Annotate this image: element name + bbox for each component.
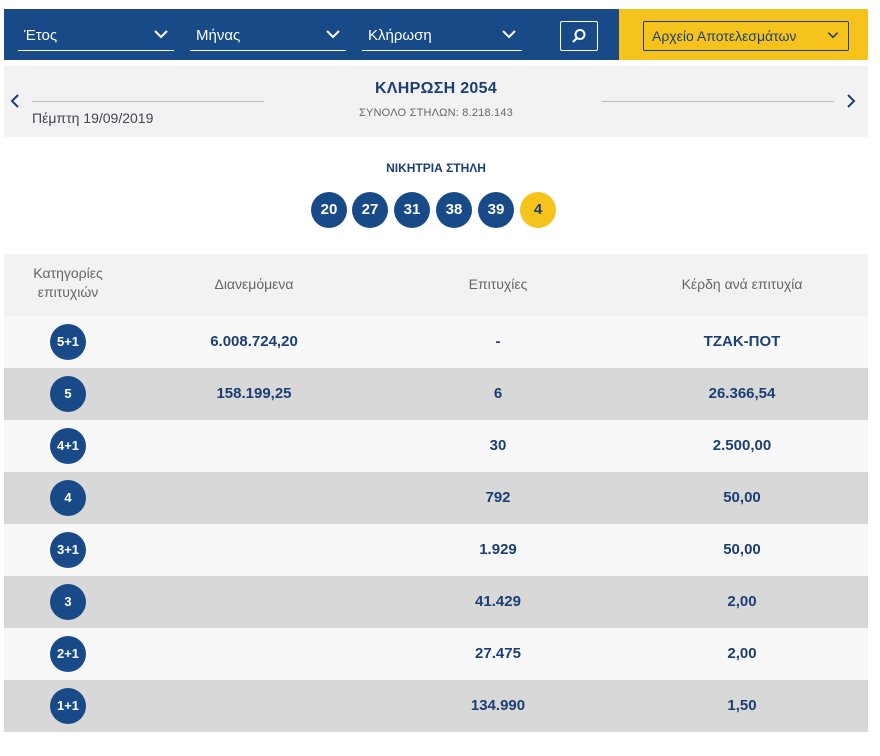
table-row: [4, 472, 868, 524]
table-row: [4, 524, 868, 576]
category-badge: 3: [50, 584, 86, 620]
header-category-line1: Κατηγορίες: [33, 265, 103, 281]
category-badge: 3+1: [50, 532, 86, 568]
category-badge: 4: [50, 480, 86, 516]
draw-total-columns: ΣΥΝΟΛΟ ΣΤΗΛΩΝ: 8.218.143: [359, 107, 513, 119]
archive-dropdown[interactable]: [643, 21, 849, 51]
wins-cell: 41.429: [475, 593, 521, 610]
wins-cell: 30: [489, 437, 507, 454]
wins-cell: 1.929: [479, 541, 517, 558]
prize-cell: 26.366,54: [708, 385, 776, 402]
prize-cell: 2,00: [727, 645, 757, 662]
search-icon: [571, 28, 587, 44]
header-category: [8, 264, 128, 302]
winning-column-label: ΝΙΚΗΤΡΙΑ ΣΤΗΛΗ: [386, 161, 486, 175]
prize-cell: 2.500,00: [712, 437, 772, 454]
draw-dropdown-label: Κλήρωση: [368, 27, 432, 44]
category-badge: 4+1: [50, 428, 86, 464]
filter-bar: [4, 9, 868, 60]
chevron-down-icon: [324, 25, 342, 43]
divider: [602, 101, 834, 102]
table-row: [4, 680, 868, 732]
year-dropdown-label: Έτος: [24, 27, 58, 44]
winning-number-ball: 39: [478, 192, 514, 228]
prize-cell: 50,00: [723, 489, 761, 506]
table-row: [4, 628, 868, 680]
wins-cell: 27.475: [475, 645, 521, 662]
wins-cell: 6: [493, 385, 503, 402]
joker-number-ball: 4: [520, 192, 556, 228]
archive-dropdown-label: Αρχείο Αποτελεσμάτων: [652, 28, 797, 44]
table-row: [4, 576, 868, 628]
month-dropdown[interactable]: [190, 23, 346, 51]
draw-dropdown[interactable]: [362, 23, 522, 51]
distributed-cell: 6.008.724,20: [210, 333, 298, 350]
chevron-down-icon: [826, 28, 840, 42]
year-dropdown[interactable]: [18, 23, 174, 51]
table-row: [4, 316, 868, 368]
header-distributed: Διανεμόμενα: [214, 276, 294, 292]
wins-cell: 134.990: [470, 697, 526, 714]
chevron-down-icon: [500, 25, 518, 43]
category-badge: 2+1: [50, 636, 86, 672]
results-table-header: [4, 254, 868, 316]
chevron-right-icon[interactable]: [844, 92, 858, 110]
archive-panel: [619, 9, 868, 60]
winning-number-ball: 27: [352, 192, 388, 228]
prize-cell: 1,50: [727, 697, 757, 714]
month-dropdown-label: Μήνας: [196, 27, 241, 44]
draw-header: [4, 66, 868, 137]
table-row: [4, 420, 868, 472]
chevron-down-icon: [152, 25, 170, 43]
winning-number-ball: 20: [311, 192, 347, 228]
wins-cell: -: [495, 333, 501, 350]
distributed-cell: 158.199,25: [216, 385, 292, 402]
wins-cell: 792: [485, 489, 511, 506]
divider: [32, 101, 264, 102]
table-row: [4, 368, 868, 420]
winning-number-ball: 31: [394, 192, 430, 228]
category-badge: 1+1: [50, 688, 86, 724]
prize-cell: 2,00: [727, 593, 757, 610]
category-badge: 5: [50, 376, 86, 412]
prize-cell: ΤΖΑΚ-ΠΟΤ: [703, 333, 781, 350]
draw-date: Πέμπτη 19/09/2019: [32, 110, 154, 126]
category-badge: 5+1: [50, 324, 86, 360]
header-category-line2: επιτυχιών: [37, 284, 99, 300]
header-wins: Επιτυχίες: [468, 276, 528, 292]
draw-title: ΚΛΗΡΩΣΗ 2054: [374, 80, 498, 97]
prize-cell: 50,00: [723, 541, 761, 558]
search-button[interactable]: [560, 21, 598, 51]
header-prize: Κέρδη ανά επιτυχία: [681, 276, 803, 292]
winning-number-ball: 38: [436, 192, 472, 228]
